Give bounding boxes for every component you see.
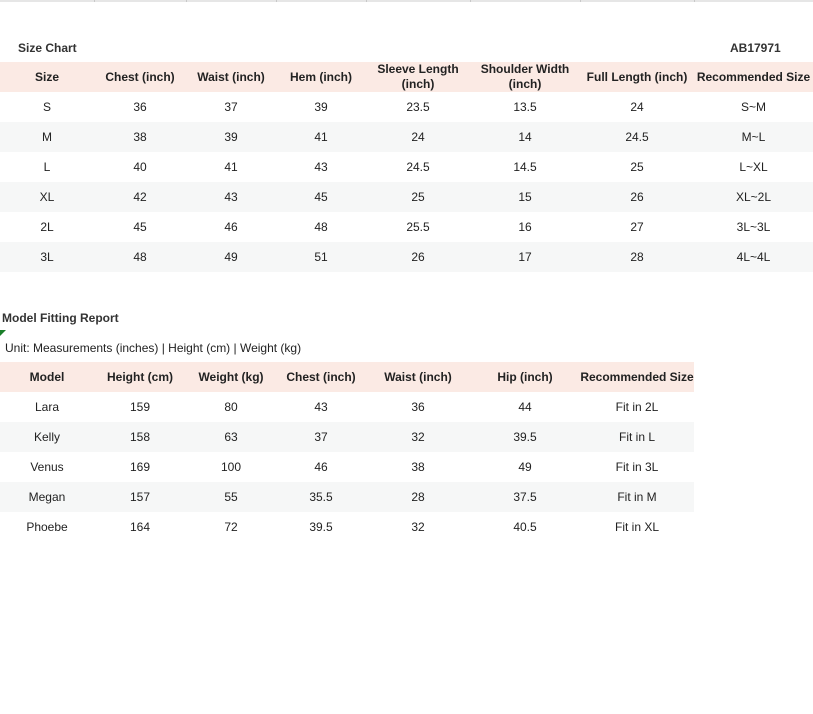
table-cell: 14 [470, 122, 580, 152]
column-header: Size [0, 62, 94, 92]
model-report-header-row [0, 362, 694, 392]
table-cell: Kelly [0, 422, 94, 452]
table-cell: 42 [94, 182, 186, 212]
table-cell: 41 [224, 160, 238, 174]
table-cell: 46 [224, 220, 238, 234]
model-report-table [0, 362, 694, 542]
table-cell: M [0, 122, 94, 152]
column-header: Chest (inch) [94, 62, 186, 92]
table-cell: 25 [630, 160, 644, 174]
table-cell: 32 [366, 422, 470, 452]
table-cell: S~M [740, 100, 766, 114]
table-cell: 24 [630, 100, 644, 114]
size-chart-table [0, 62, 813, 272]
column-header: Height (cm) [94, 362, 186, 392]
table-cell: 27 [630, 220, 644, 234]
table-cell: 157 [94, 482, 186, 512]
table-cell: 55 [186, 482, 276, 512]
table-cell: 159 [129, 400, 151, 414]
corner-marker [0, 330, 6, 336]
table-cell: 35.5 [276, 482, 366, 512]
table-cell: Fit in L [580, 422, 694, 452]
table-cell: 3L~3L [736, 220, 771, 234]
table-cell: 16 [518, 220, 532, 234]
table-cell: 45 [276, 182, 366, 212]
column-header: Weight (kg) [186, 362, 276, 392]
table-cell: 24 [366, 122, 470, 152]
table-cell: Fit in M [580, 482, 694, 512]
column-header: Sleeve Length (inch) [366, 62, 470, 92]
table-cell: 72 [224, 520, 238, 534]
table-cell: 100 [220, 460, 242, 474]
table-cell: 13.5 [513, 100, 537, 114]
table-cell: 39.5 [470, 422, 580, 452]
table-cell: Megan [0, 482, 94, 512]
size-row [0, 212, 813, 242]
table-cell: 51 [276, 242, 366, 272]
table-cell: 49 [186, 242, 276, 272]
table-cell: 169 [129, 460, 151, 474]
column-header: Waist (inch) [186, 62, 276, 92]
table-cell: 24.5 [406, 160, 430, 174]
column-header: Hem (inch) [276, 62, 366, 92]
table-cell: S [42, 100, 51, 114]
table-cell: 48 [314, 220, 328, 234]
table-cell: 26 [366, 242, 470, 272]
table-cell: 164 [129, 520, 151, 534]
column-header: Waist (inch) [366, 362, 470, 392]
table-cell: Fit in 3L [615, 460, 659, 474]
table-cell: XL [0, 182, 94, 212]
table-cell: 46 [314, 460, 328, 474]
column-header: Hip (inch) [470, 362, 580, 392]
table-cell: Fit in 2L [615, 400, 659, 414]
table-cell: 158 [94, 422, 186, 452]
table-cell: 32 [411, 520, 425, 534]
table-cell: 24.5 [580, 122, 694, 152]
top-ticks [0, 0, 813, 2]
table-cell: 43 [314, 160, 328, 174]
column-header: Recommended Size [694, 62, 813, 92]
size-row [0, 92, 813, 122]
table-cell: 26 [580, 182, 694, 212]
table-cell: 15 [470, 182, 580, 212]
table-cell: 4L~4L [694, 242, 813, 272]
table-cell: 39 [186, 122, 276, 152]
table-cell: 49 [518, 460, 532, 474]
model-row [0, 482, 694, 512]
column-header: Shoulder Width (inch) [470, 62, 580, 92]
size-row [0, 122, 813, 152]
size-chart-title: Size Chart [18, 41, 77, 55]
table-cell: 38 [411, 460, 425, 474]
table-cell: 37.5 [470, 482, 580, 512]
table-cell: 44 [518, 400, 532, 414]
table-cell: 45 [133, 220, 147, 234]
size-row [0, 242, 813, 272]
table-cell: 43 [314, 400, 328, 414]
table-cell: 40.5 [513, 520, 537, 534]
table-cell: 37 [224, 100, 238, 114]
table-cell: 43 [186, 182, 276, 212]
table-cell: Phoebe [26, 520, 68, 534]
model-row [0, 452, 694, 482]
table-cell: L [43, 160, 51, 174]
column-header: Chest (inch) [276, 362, 366, 392]
table-cell: 39 [314, 100, 328, 114]
table-cell: 80 [224, 400, 238, 414]
table-cell: 14.5 [513, 160, 537, 174]
table-cell: M~L [694, 122, 813, 152]
table-cell: 36 [133, 100, 147, 114]
column-header: Recommended Size [580, 362, 694, 392]
table-cell: 40 [133, 160, 147, 174]
table-cell: 39.5 [309, 520, 333, 534]
table-cell: Lara [34, 400, 60, 414]
table-cell: 28 [580, 242, 694, 272]
table-cell: 23.5 [406, 100, 430, 114]
model-row [0, 512, 694, 542]
column-header: Full Length (inch) [580, 62, 694, 92]
table-cell: 37 [276, 422, 366, 452]
model-report-title: Model Fitting Report [2, 311, 119, 325]
table-cell: L~XL [739, 160, 768, 174]
column-header: Model [0, 362, 94, 392]
table-cell: 25.5 [406, 220, 430, 234]
size-row [0, 152, 813, 182]
table-cell: 2L [40, 220, 54, 234]
size-row [0, 182, 813, 212]
table-cell: 38 [94, 122, 186, 152]
table-cell: Venus [30, 460, 64, 474]
table-cell: 48 [94, 242, 186, 272]
table-cell: 17 [470, 242, 580, 272]
table-cell: Fit in XL [614, 520, 659, 534]
table-cell: 36 [411, 400, 425, 414]
model-row [0, 422, 694, 452]
table-cell: 41 [276, 122, 366, 152]
table-cell: 3L [0, 242, 94, 272]
size-chart-header-row [0, 62, 813, 92]
table-cell: 63 [186, 422, 276, 452]
table-cell: 28 [366, 482, 470, 512]
model-row [0, 392, 694, 422]
product-code: AB17971 [730, 41, 781, 55]
unit-note: Unit: Measurements (inches) | Height (cm) | Weight (kg) [5, 341, 302, 355]
table-cell: 25 [366, 182, 470, 212]
table-cell: XL~2L [694, 182, 813, 212]
